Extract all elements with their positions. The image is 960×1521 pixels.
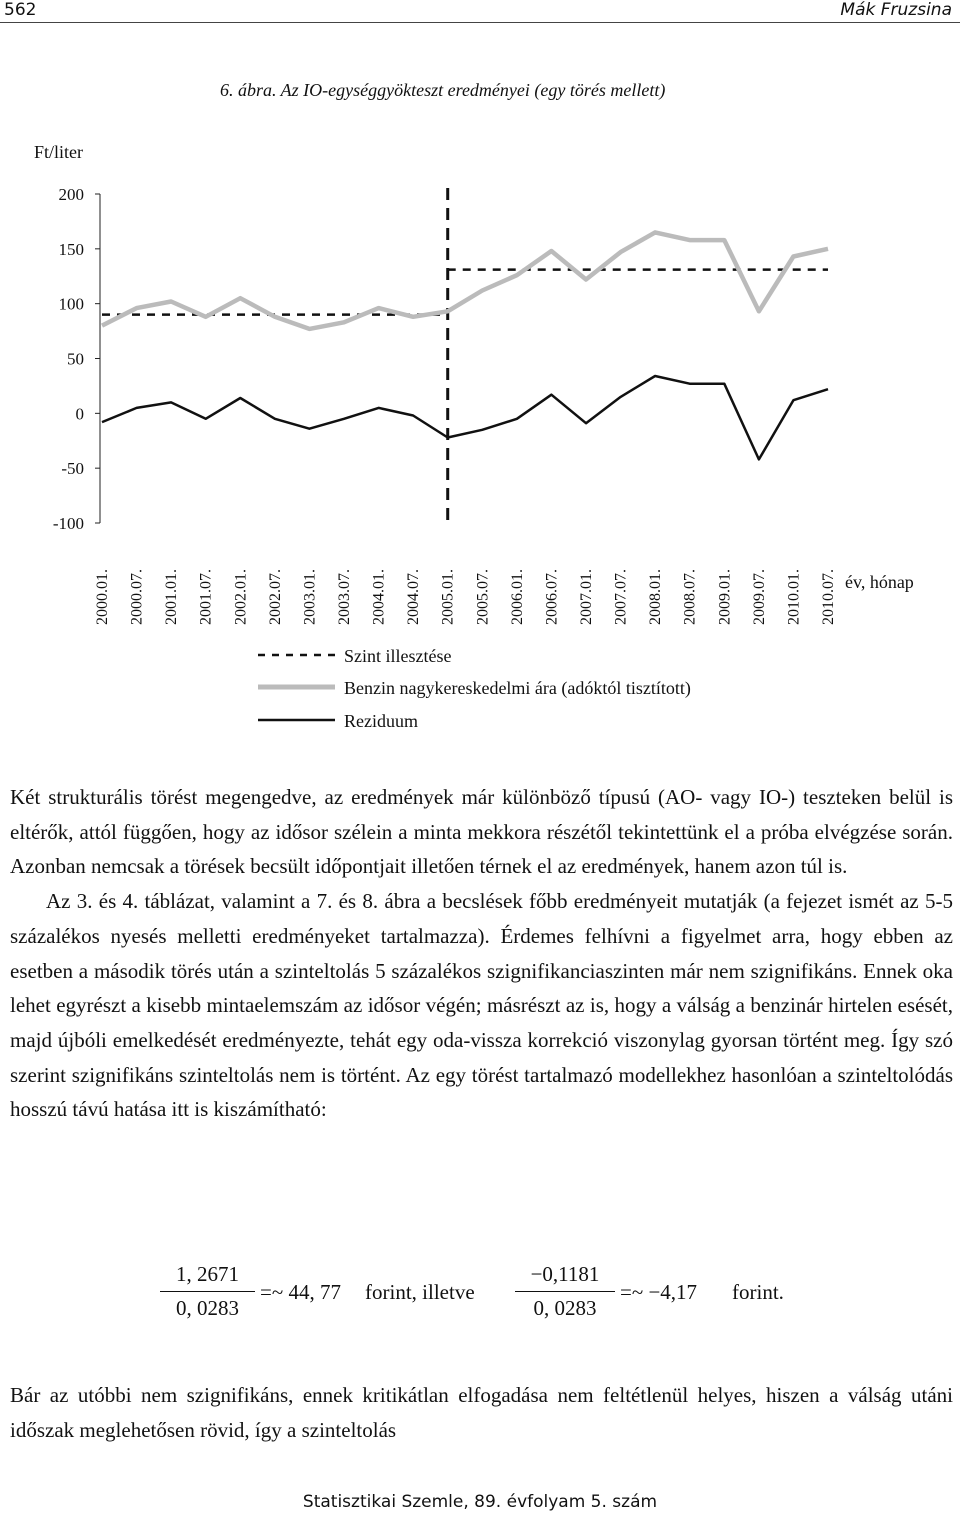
- fraction-1-bar: [160, 1291, 255, 1292]
- page-footer: Statisztikai Szemle, 89. évfolyam 5. szám: [302, 1492, 658, 1512]
- fraction-1-denominator: 0, 0283: [176, 1296, 239, 1320]
- x-tick-label: 2000.07.: [128, 569, 146, 625]
- chart-legend: [258, 646, 691, 731]
- x-tick-label: 2002.07.: [266, 569, 284, 625]
- figure-title: 6. ábra. Az IO-egységgyökteszt eredményei (egy törés mellett): [220, 80, 666, 100]
- y-tick-label: 0: [75, 404, 84, 424]
- y-tick-label: 50: [67, 349, 84, 369]
- page-number: 562: [4, 0, 37, 20]
- fraction-2-numerator: −0,1181: [530, 1262, 600, 1286]
- paragraph-1: Két strukturális törést megengedve, az eredmények már különböző típusú (AO- vagy IO-) teszteken belül is eltérők, attól függően, hogy az idősor szélein a minta mekkora részétől tekintettünk el a próba elvégzése során. Azonban nemcsak a törések becsült időpontjait illetően térnek el az eredmények, hanem azon túl is.: [10, 785, 953, 879]
- paragraph-3: Bár az utóbbi nem szignifikáns, ennek kritikátlan elfogadása nem feltétlenül helyes, hiszen a válság utáni időszak meglehetősen rövid, így a szinteltolás: [10, 1383, 953, 1442]
- y-tick-label: 100: [58, 294, 84, 314]
- fraction-1: [160, 1262, 255, 1321]
- y-tick-label: -50: [61, 459, 84, 479]
- y-axis-title: Ft/liter: [34, 142, 83, 162]
- x-tick-label: 2007.07.: [612, 569, 630, 625]
- x-tick-label: 2008.07.: [681, 569, 699, 625]
- x-tick-label: 2002.01.: [232, 569, 250, 625]
- x-tick-label: 2005.07.: [474, 569, 492, 625]
- x-tick-label: 2000.01.: [94, 569, 111, 625]
- legend-label: Szint illesztése: [344, 646, 452, 666]
- x-tick-label: 2003.07.: [336, 569, 353, 625]
- x-tick-label: 2006.01.: [508, 569, 526, 625]
- formula-word-2: forint.: [732, 1280, 784, 1304]
- chart-axes: [95, 188, 448, 528]
- formula-result-2: =~ −4,17: [620, 1280, 698, 1304]
- legend-label: Reziduum: [344, 711, 418, 731]
- x-tick-label: 2009.07.: [750, 569, 768, 625]
- x-tick-label: 2008.01.: [647, 569, 665, 625]
- x-tick-label: 2007.01.: [578, 569, 595, 625]
- x-tick-label: 2009.01.: [716, 569, 734, 625]
- series-petrol-price-line: [102, 232, 828, 329]
- y-tick-label: 150: [58, 239, 84, 259]
- fraction-2-bar: [515, 1291, 615, 1292]
- y-tick-label: 200: [58, 185, 84, 204]
- x-tick-label: 2010.07.: [820, 569, 837, 625]
- x-tick-label: 2004.01.: [370, 569, 388, 625]
- x-tick-label: 2010.01.: [785, 569, 803, 625]
- running-head-author: Mák Fruzsina: [840, 0, 952, 20]
- x-tick-label: 2001.07.: [197, 569, 215, 625]
- chart-series: [102, 232, 828, 459]
- x-tick-label: 2001.01.: [163, 569, 181, 625]
- page-header: [0, 0, 960, 22]
- formula-result-1: =~ 44, 77: [260, 1280, 341, 1304]
- series-residual-line: [102, 376, 828, 459]
- header-rule: [0, 22, 960, 23]
- chart: [0, 130, 960, 740]
- x-tick-label: 2005.01.: [439, 569, 457, 625]
- fraction-2: [515, 1262, 615, 1321]
- fraction-2-denominator: 0, 0283: [533, 1296, 597, 1320]
- x-tick-label: 2003.01.: [301, 569, 319, 625]
- legend-label: Benzin nagykereskedelmi ára (adóktól tisztított): [344, 678, 691, 698]
- body-text-continued: [10, 1378, 953, 1447]
- chart-labels: [34, 142, 914, 625]
- x-tick-label: 2006.07.: [543, 569, 561, 625]
- x-axis-title: év, hónap: [845, 572, 914, 592]
- formula-word-1: forint, illetve: [365, 1280, 475, 1304]
- body-text: [10, 780, 953, 1127]
- fraction-1-numerator: 1, 2671: [176, 1262, 239, 1286]
- paragraph-2: Az 3. és 4. táblázat, valamint a 7. és 8. ábra a becslések főbb eredményeit mutatják (a fejezet ismét az 5-5 százalékos nyesés melletti eredményeket tartalmazza). Érdemes felhívni a figyelmet arra, hogy ebben az esetben a második törés után a szinteltolás 5 százalékos szignifikanciaszinten már nem szignifikáns. Ennek oka lehet egyrészt a kisebb mintaelemszám az idősor végén; másrészt az is, hogy a válság a benzinár hirtelen esését, majd újbóli emelkedését eredményezte, tehát egy oda-vissza korrekció viszonylag gyorsan történt meg. Így szó szerint szignifikáns szinteltolás nem is történt. Az egy törést tartalmazó modellekhez hasonlóan a szinteltolódás hosszú távú hatása itt is kiszámítható:: [10, 889, 953, 1122]
- x-tick-label: 2004.07.: [405, 569, 423, 625]
- formula: [160, 1262, 860, 1332]
- y-tick-label: -100: [52, 514, 84, 533]
